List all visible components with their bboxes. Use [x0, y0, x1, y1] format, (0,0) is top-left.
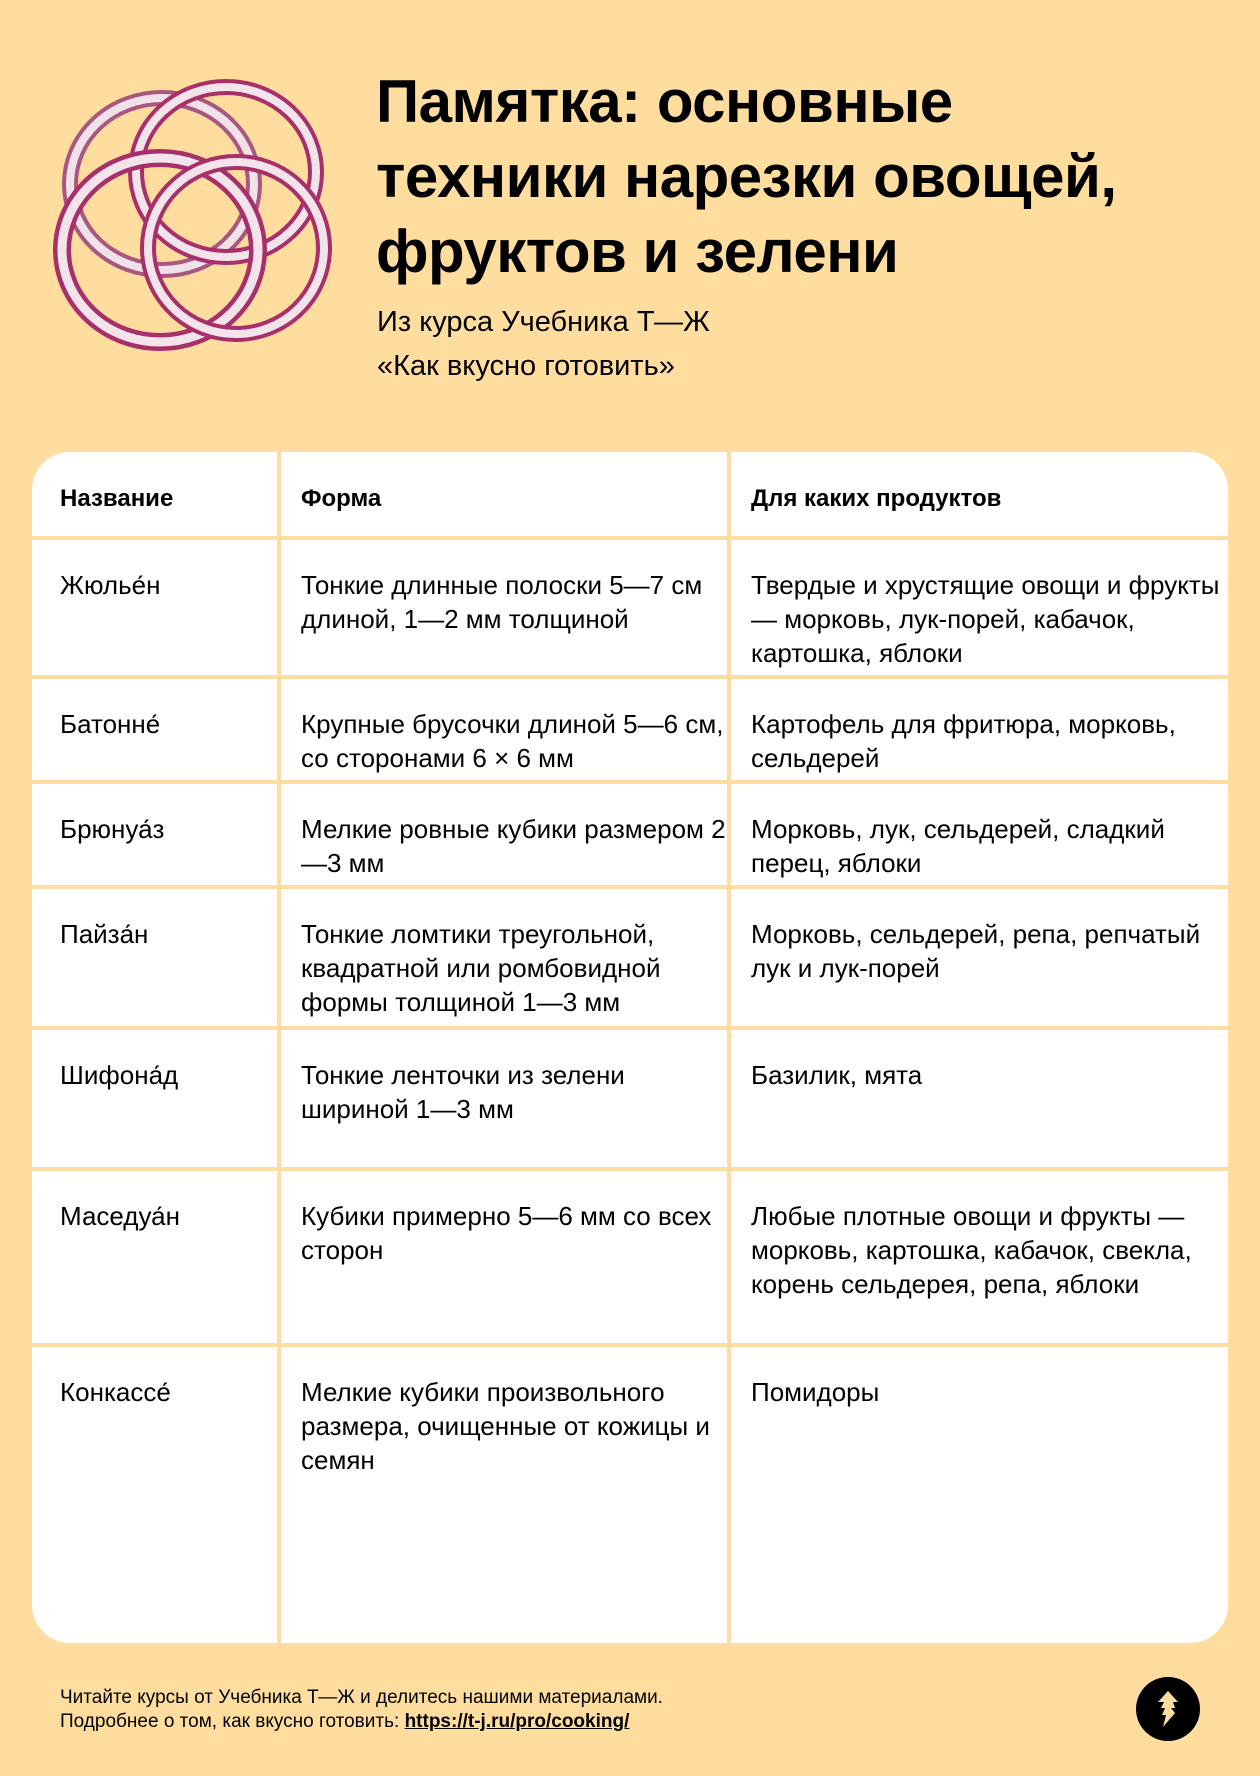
- footer: [60, 1686, 663, 1734]
- cell-shape: Тонкие ленточки из зелени шириной 1—3 мм: [281, 1030, 727, 1167]
- cell-shape: Тонкие длинные полоски 5—7 см длиной, 1—2 мм толщиной: [281, 540, 727, 675]
- column-header-name: Название: [32, 452, 277, 536]
- title-line: фруктов и зелени: [376, 218, 899, 285]
- table-grid: [32, 452, 1228, 1643]
- cell-products: Помидоры: [731, 1347, 1228, 1643]
- column-header-products: Для каких продуктов: [731, 452, 1228, 536]
- cell-shape: Мелкие кубики произвольного размера, очищенные от кожицы и семян: [281, 1347, 727, 1643]
- cell-products: Любые плотные овощи и фрукты — морковь, картошка, кабачок, свекла, корень сельдерея, репа, яблоки: [731, 1171, 1228, 1343]
- cell-products: Твердые и хрустящие овощи и фрукты — морковь, лук-порей, кабачок, картошка, яблоки: [731, 540, 1228, 675]
- cell-products: Базилик, мята: [731, 1030, 1228, 1167]
- subtitle-line: «Как вкусно готовить»: [377, 350, 675, 382]
- cell-name: Шифона́д: [32, 1030, 277, 1167]
- footer-line-2-text: Подробнее о том, как вкусно готовить:: [60, 1711, 405, 1732]
- cell-products: Картофель для фритюра, морковь, сельдерей: [731, 679, 1228, 780]
- onion-rings-illustration: [40, 60, 360, 360]
- subtitle-line: Из курса Учебника Т—Ж: [377, 306, 710, 338]
- cell-name: Брюнуа́з: [32, 784, 277, 885]
- footer-line-1: Читайте курсы от Учебника Т—Ж и делитесь нашими материалами.: [60, 1687, 663, 1708]
- techniques-table: [32, 452, 1228, 1643]
- cooking-course-link[interactable]: https://t-j.ru/pro/cooking/: [404, 1711, 630, 1732]
- title-line: техники нарезки овощей,: [376, 143, 1117, 210]
- cell-name: Маседуа́н: [32, 1171, 277, 1343]
- lightning-bolt-icon[interactable]: [1136, 1677, 1200, 1741]
- cell-shape: Тонкие ломтики треугольной, квадратной или ромбовидной формы толщиной 1—3 мм: [281, 889, 727, 1026]
- title-line: Памятка: основные: [376, 68, 953, 135]
- page-title: [376, 64, 1236, 289]
- cell-products: Морковь, лук, сельдерей, сладкий перец, яблоки: [731, 784, 1228, 885]
- cell-shape: Крупные брусочки длиной 5—6 см, со сторонами 6 × 6 мм: [281, 679, 727, 780]
- subtitle: [377, 300, 1177, 388]
- column-header-shape: Форма: [281, 452, 727, 536]
- cell-name: Батонне́: [32, 679, 277, 780]
- cell-shape: Мелкие ровные кубики размером 2—3 мм: [281, 784, 727, 885]
- cell-shape: Кубики примерно 5—6 мм со всех сторон: [281, 1171, 727, 1343]
- cell-name: Жюлье́н: [32, 540, 277, 675]
- cell-products: Морковь, сельдерей, репа, репчатый лук и лук-порей: [731, 889, 1228, 1026]
- footer-line-2: [60, 1710, 663, 1734]
- cell-name: Конкассе́: [32, 1347, 277, 1643]
- cell-name: Пайза́н: [32, 889, 277, 1026]
